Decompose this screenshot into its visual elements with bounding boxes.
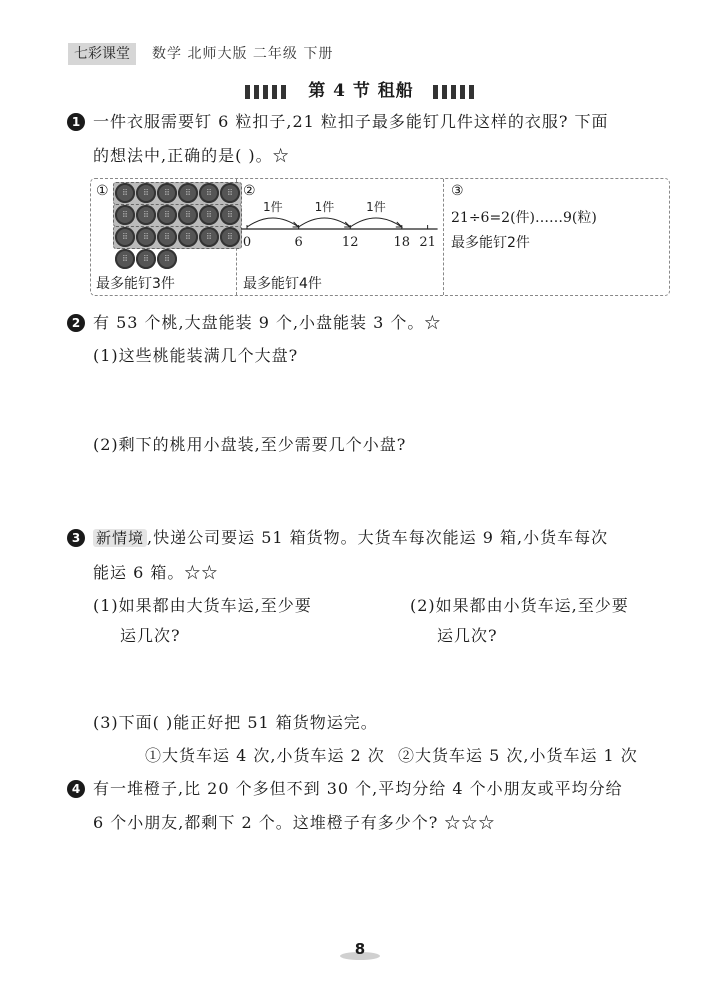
q1-text-line1: 一件衣服需要钉 6 粒扣子,21 粒扣子最多能钉几件这样的衣服? 下面 bbox=[93, 112, 609, 131]
option-3-equation: 21÷6=2(件)……9(粒) bbox=[451, 210, 597, 226]
q1-text-line2: 的想法中,正确的是( )。☆ bbox=[93, 146, 290, 165]
arrow-head bbox=[344, 222, 350, 227]
section-title-row bbox=[0, 76, 722, 101]
new-context-tag: 新情境 bbox=[93, 529, 147, 547]
q2-sub2: (2)剩下的桃用小盘装,至少需要几个小盘? bbox=[93, 435, 407, 454]
q3-line1-text: 快递公司要运 51 箱货物。大货车每次能运 9 箱,小货车每次 bbox=[153, 528, 609, 547]
button-icon: ⁞⁞ bbox=[220, 205, 240, 225]
option-1-caption: 最多能钉3件 bbox=[96, 276, 175, 292]
button-icon: ⁞⁞ bbox=[199, 227, 219, 247]
q3-text-line2: 能运 6 箱。☆☆ bbox=[93, 563, 219, 582]
q3-sub2-line2: 运几次? bbox=[437, 626, 498, 645]
button-icon: ⁞⁞ bbox=[136, 227, 156, 247]
button-icon: ⁞⁞ bbox=[136, 183, 156, 203]
jump-label: 1件 bbox=[262, 200, 283, 214]
q3-text-line1: 新情境 ,快递公司要运 51 箱货物。大货车每次能运 9 箱,小货车每次 bbox=[93, 528, 608, 548]
button-icon: ⁞⁞ bbox=[115, 227, 135, 247]
option-1-marker: ① bbox=[96, 183, 109, 199]
q2-sub1: (1)这些桃能装满几个大盘? bbox=[93, 346, 299, 365]
book-info: 数学 北师大版 二年级 下册 bbox=[152, 46, 334, 62]
button-icon: ⁞⁞ bbox=[178, 227, 198, 247]
question-number-2: 2 bbox=[67, 314, 85, 332]
option-3-caption: 最多能钉2件 bbox=[451, 235, 530, 251]
buttons-illustration bbox=[115, 183, 231, 269]
page-number: 8 bbox=[354, 940, 366, 958]
question-number-4: 4 bbox=[67, 780, 85, 798]
tick-label: 21 bbox=[419, 235, 436, 250]
q3-sub2-line1: (2)如果都由小货车运,至少要 bbox=[410, 596, 629, 615]
jump-label: 1件 bbox=[366, 200, 386, 214]
option-3-marker: ③ bbox=[451, 183, 464, 199]
q4-text-line2: 6 个小朋友,都剩下 2 个。这堆橙子有多少个? ☆☆☆ bbox=[93, 813, 496, 832]
button-icon: ⁞⁞ bbox=[157, 183, 177, 203]
jump-arc bbox=[247, 218, 299, 227]
number-line-diagram bbox=[241, 197, 436, 253]
button-icon: ⁞⁞ bbox=[220, 183, 240, 203]
q3-sub1-line2: 运几次? bbox=[120, 626, 181, 645]
button-icon: ⁞⁞ bbox=[157, 249, 177, 269]
button-icon: ⁞⁞ bbox=[136, 249, 156, 269]
button-icon: ⁞⁞ bbox=[157, 205, 177, 225]
q3-sub1-line1: (1)如果都由大货车运,至少要 bbox=[93, 596, 312, 615]
arrow-head bbox=[396, 222, 402, 227]
button-icon: ⁞⁞ bbox=[199, 183, 219, 203]
button-icon: ⁞⁞ bbox=[178, 205, 198, 225]
question-number-1: 1 bbox=[67, 113, 85, 131]
title-decoration-left bbox=[245, 85, 289, 99]
button-icon: ⁞⁞ bbox=[136, 205, 156, 225]
question-number-3: 3 bbox=[67, 529, 85, 547]
tick-label: 6 bbox=[294, 235, 303, 250]
q4-text-line1: 有一堆橙子,比 20 个多但不到 30 个,平均分给 4 个小朋友或平均分给 bbox=[93, 779, 623, 798]
arrow-head bbox=[293, 222, 299, 227]
button-icon: ⁞⁞ bbox=[220, 227, 240, 247]
tick-label: 0 bbox=[242, 235, 252, 250]
q2-text: 有 53 个桃,大盘能装 9 个,小盘能装 3 个。☆ bbox=[93, 313, 442, 332]
button-icon: ⁞⁞ bbox=[178, 183, 198, 203]
button-icon: ⁞⁞ bbox=[199, 205, 219, 225]
button-icon: ⁞⁞ bbox=[115, 205, 135, 225]
jump-arc bbox=[299, 218, 351, 227]
tick-label: 18 bbox=[393, 235, 411, 250]
series-tag: 七彩课堂 bbox=[68, 43, 136, 65]
q3-choice1: ①大货车运 4 次,小货车运 2 次 bbox=[145, 746, 385, 765]
q3-sub3: (3)下面( )能正好把 51 箱货物运完。 bbox=[93, 713, 378, 732]
divider bbox=[443, 179, 444, 295]
q1-options-box bbox=[90, 178, 670, 296]
jump-label: 1件 bbox=[314, 200, 335, 214]
jump-arc bbox=[350, 218, 402, 227]
button-icon: ⁞⁞ bbox=[115, 183, 135, 203]
title-decoration-right bbox=[433, 85, 477, 99]
option-2-marker: ② bbox=[243, 183, 256, 199]
button-icon: ⁞⁞ bbox=[115, 249, 135, 269]
q3-choice2: ②大货车运 5 次,小货车运 1 次 bbox=[398, 746, 638, 765]
tick-label: 12 bbox=[341, 235, 359, 250]
section-title: 第 4 节 租船 bbox=[308, 81, 414, 101]
button-icon: ⁞⁞ bbox=[157, 227, 177, 247]
option-2-caption: 最多能钉4件 bbox=[243, 276, 322, 292]
